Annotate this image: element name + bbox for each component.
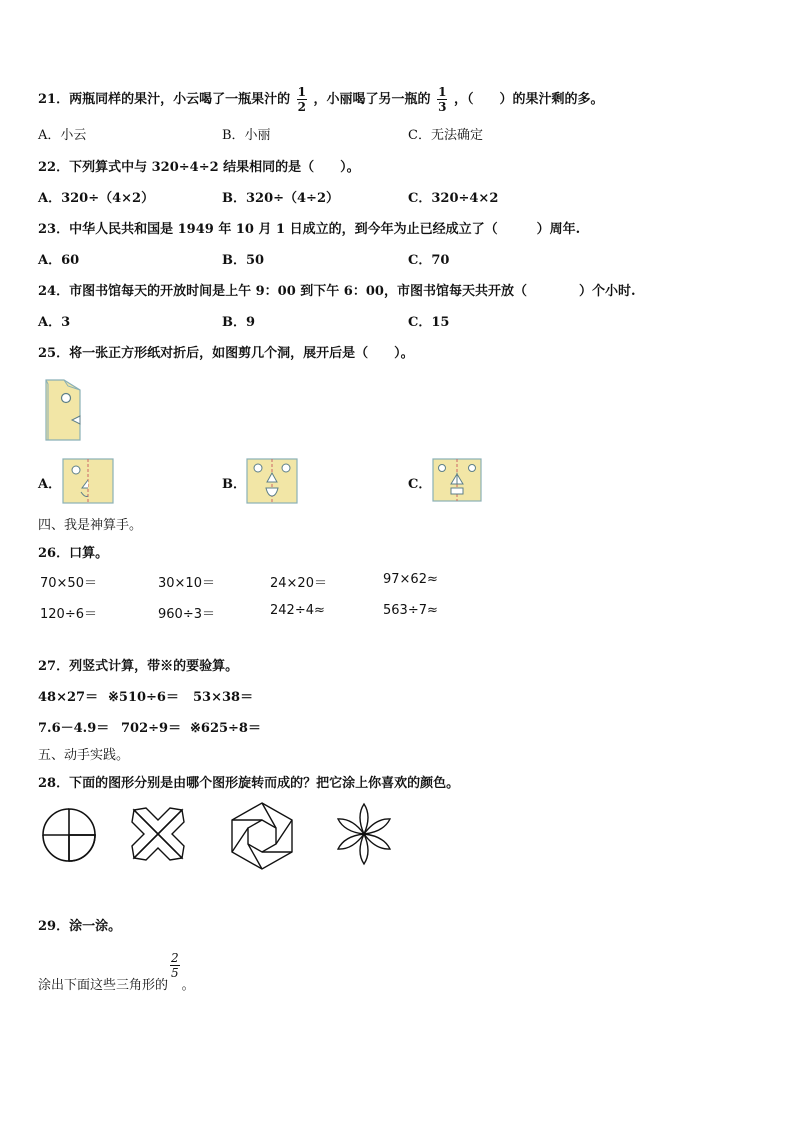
question-22: 22．下列算式中与 320÷4÷2 结果相同的是（ ）。: [38, 160, 360, 175]
question-23: 23．中华人民共和国是 1949 年 10 月 1 日成立的，到今年为止已经成立了（ ）周年.: [38, 222, 581, 237]
option-25-c-figure[interactable]: [432, 458, 482, 502]
question-21-text-c: ，（ ）的果汁剩的多。: [453, 92, 604, 107]
option-25-a-figure[interactable]: [62, 458, 114, 504]
question-21-text-b: ，小丽喝了另一瓶的: [313, 92, 431, 107]
oral-calc-item: 242÷4≈: [270, 603, 325, 618]
option-22-a[interactable]: A．320÷（4×2）: [38, 191, 155, 206]
question-25: 25．将一张正方形纸对折后，如图剪几个洞，展开后是（ ）。: [38, 346, 414, 361]
option-24-b[interactable]: B．9: [222, 315, 256, 330]
oral-calc-item: 960÷3＝: [158, 607, 215, 622]
oral-calc-item: 120÷6＝: [40, 607, 97, 622]
option-24-a[interactable]: A．3: [38, 315, 71, 330]
oral-calc-item: 563÷7≈: [383, 603, 438, 618]
hexagon-figure: [226, 800, 298, 872]
written-calc-item: 48×27＝: [38, 690, 99, 705]
option-21-c[interactable]: C．无法确定: [408, 128, 483, 143]
written-calc-item: 7.6－4.9＝: [38, 721, 110, 736]
oral-calc-item: 24×20＝: [270, 576, 327, 591]
option-23-a[interactable]: A．60: [38, 253, 80, 268]
question-29-tail: 。: [181, 978, 195, 993]
written-calc-item: 53×38＝: [193, 690, 254, 705]
oral-calc-item: 30×10＝: [158, 576, 215, 591]
question-21: [38, 86, 603, 113]
option-23-b[interactable]: B．50: [222, 253, 265, 268]
question-29-line: [38, 952, 195, 993]
question-29-text: 涂出下面这些三角形的: [38, 978, 169, 993]
written-calc-item: ※510÷6＝: [108, 690, 179, 705]
written-calc-item: 702÷9＝: [121, 721, 182, 736]
option-25-b-figure[interactable]: [246, 458, 298, 504]
written-calc-item: ※625÷8＝: [190, 721, 261, 736]
oral-calc-item: 70×50＝: [40, 576, 97, 591]
option-25-c[interactable]: C．: [408, 477, 432, 492]
flower-figure: [330, 800, 398, 868]
option-23-c[interactable]: C．70: [408, 253, 450, 268]
pinwheel-figure: [36, 806, 102, 864]
question-28: 28．下面的图形分别是由哪个图形旋转而成的？把它涂上你喜欢的颜色。: [38, 776, 460, 791]
folded-paper-figure: [42, 376, 84, 444]
rhombus-cross-figure: [130, 806, 186, 862]
question-24: 24．市图书馆每天的开放时间是上午 9：00 到下午 6：00，市图书馆每天共开放（ ）个小时.: [38, 284, 636, 299]
section-4-heading: 四、我是神算手。: [38, 518, 143, 533]
option-21-b[interactable]: B．小丽: [222, 128, 271, 143]
option-24-c[interactable]: C．15: [408, 315, 450, 330]
option-25-b[interactable]: B．: [222, 477, 246, 492]
section-5-heading: 五、动手实践。: [38, 748, 130, 763]
option-25-a[interactable]: A．: [38, 477, 62, 492]
fraction-two-fifths: $\frac{2}{5}$: [171, 951, 179, 980]
question-26: 26．口算。: [38, 546, 109, 561]
option-22-c[interactable]: C．320÷4×2: [408, 191, 499, 206]
option-21-a[interactable]: A．小云: [38, 128, 87, 143]
fraction-one-half: $\frac{1}{2}$: [297, 85, 306, 114]
option-22-b[interactable]: B．320÷（4÷2）: [222, 191, 340, 206]
question-21-text-a: 21．两瓶同样的果汁，小云喝了一瓶果汁的: [38, 92, 291, 107]
question-27: 27．列竖式计算，带※的要验算。: [38, 659, 239, 674]
oral-calc-item: 97×62≈: [383, 572, 438, 587]
fraction-one-third: $\frac{1}{3}$: [438, 85, 447, 114]
question-29: 29．涂一涂。: [38, 919, 122, 934]
